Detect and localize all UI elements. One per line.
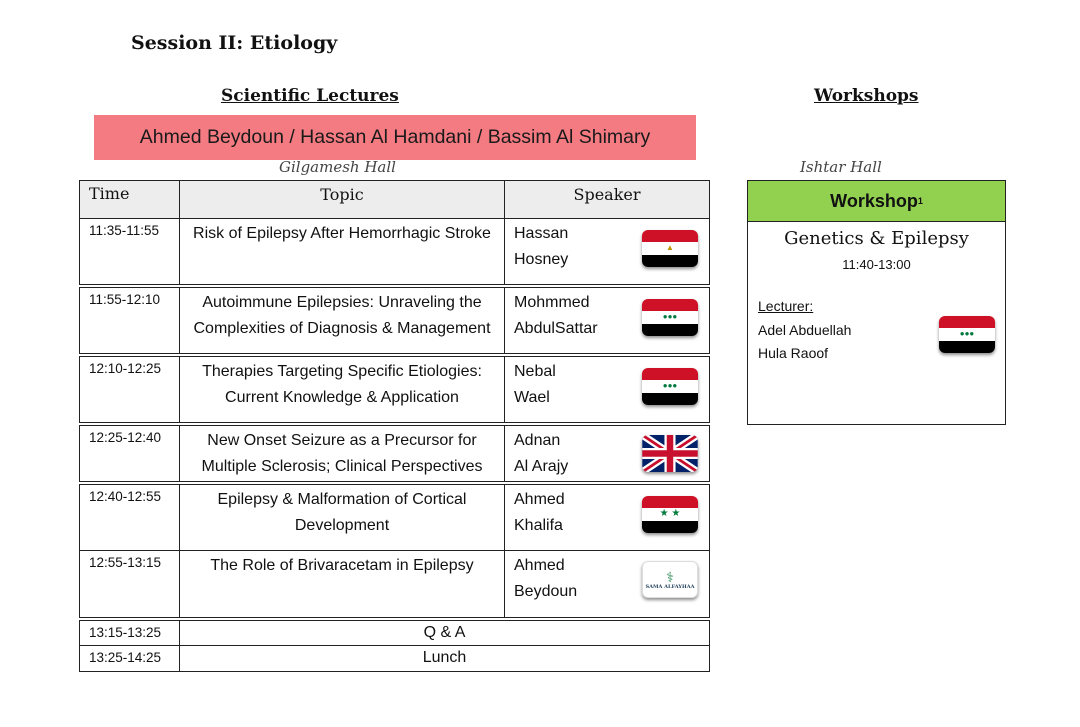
row-time: 11:55-12:10 [80, 288, 180, 353]
row-speaker [505, 485, 709, 550]
speaker-last-name: Beydoun [514, 583, 578, 600]
workshop-lecturer: Hula Raoof [758, 345, 829, 361]
workshops-heading: Workshops [814, 86, 919, 106]
table-row [79, 484, 710, 551]
table-row [79, 287, 710, 354]
table-row [79, 646, 710, 672]
speaker-first-name: Ahmed [514, 557, 565, 574]
sama-logo-mark-icon: ⚕ [666, 568, 674, 585]
speaker-first-name: Mohmmed [514, 294, 590, 311]
row-time: 12:25-12:40 [80, 426, 180, 481]
row-topic: The Role of Brivaracetam in Epilepsy [180, 551, 505, 617]
row-time: 13:15-13:25 [80, 621, 180, 645]
egypt-flag-icon: ▲ [642, 230, 698, 267]
workshop-lecturer-label: Lecturer: [758, 298, 814, 314]
row-topic: New Onset Seizure as a Precursor for Multiple Sclerosis; Clinical Perspectives [180, 426, 505, 481]
row-speaker [505, 219, 709, 284]
row-time: 12:55-13:15 [80, 551, 180, 617]
speaker-last-name: Al Arajy [514, 458, 569, 475]
workshop-header-label: Workshop [830, 190, 918, 211]
schedule-table [79, 180, 710, 672]
table-header-row [79, 180, 710, 219]
workshop-lecturer: Adel Abduellah [758, 322, 852, 338]
uk-flag-icon [642, 435, 698, 472]
row-speaker [505, 357, 709, 422]
speaker-first-name: Nebal [514, 363, 556, 380]
header-time: Time [80, 181, 180, 218]
workshop-time: 11:40-13:00 [842, 257, 911, 272]
lectures-heading: Scientific Lectures [221, 86, 399, 106]
chairs-banner: Ahmed Beydoun / Hassan Al Hamdani / Bassim Al Shimary [94, 115, 696, 160]
row-time: 11:35-11:55 [80, 219, 180, 284]
workshop-header [748, 181, 1005, 222]
iraq-flag-icon: ●●● [642, 299, 698, 336]
speaker-last-name: AbdulSattar [514, 320, 598, 337]
table-row [79, 356, 710, 423]
speaker-first-name: Ahmed [514, 491, 565, 508]
iraq-flag-icon: ●●● [939, 316, 995, 353]
hall-label-gilgamesh: Gilgamesh Hall [279, 158, 396, 176]
row-speaker [505, 426, 709, 481]
row-time: 12:40-12:55 [80, 485, 180, 550]
iraq-flag-icon: ●●● [642, 368, 698, 405]
header-speaker: Speaker [573, 185, 641, 204]
row-topic: Epilepsy & Malformation of Cortical Development [180, 485, 505, 550]
row-topic: Autoimmune Epilepsies: Unraveling the Complexities of Diagnosis & Management [180, 288, 505, 353]
syria-flag-icon: ★ ★ [642, 496, 698, 533]
row-topic: Risk of Epilepsy After Hemorrhagic Stroke [180, 219, 505, 284]
row-speaker [505, 551, 709, 617]
row-topic: Therapies Targeting Specific Etiologies: Current Knowledge & Application [180, 357, 505, 422]
speaker-last-name: Hosney [514, 251, 569, 268]
speaker-first-name: Adnan [514, 432, 561, 449]
sama-alfayhaa-logo [642, 561, 698, 598]
hall-label-ishtar: Ishtar Hall [800, 158, 882, 176]
workshop-header-number: 1 [917, 196, 923, 206]
workshop-card [747, 180, 1006, 425]
sama-logo-text: SAMA ALFAYHAA [645, 583, 695, 590]
workshop-title: Genetics & Epilepsy [784, 228, 969, 249]
session-title: Session II: Etiology [131, 32, 338, 54]
speaker-last-name: Wael [514, 389, 550, 406]
table-row [79, 219, 710, 285]
table-row [79, 425, 710, 482]
speaker-first-name: Hassan [514, 225, 569, 242]
row-speaker [505, 288, 709, 353]
row-session-break: Lunch [422, 649, 467, 666]
row-time: 13:25-14:25 [80, 646, 180, 671]
row-session-break: Q & A [423, 624, 466, 641]
table-row [79, 620, 710, 646]
table-row [79, 551, 710, 618]
header-topic: Topic [180, 181, 505, 218]
speaker-last-name: Khalifa [514, 517, 563, 534]
row-time: 12:10-12:25 [80, 357, 180, 422]
